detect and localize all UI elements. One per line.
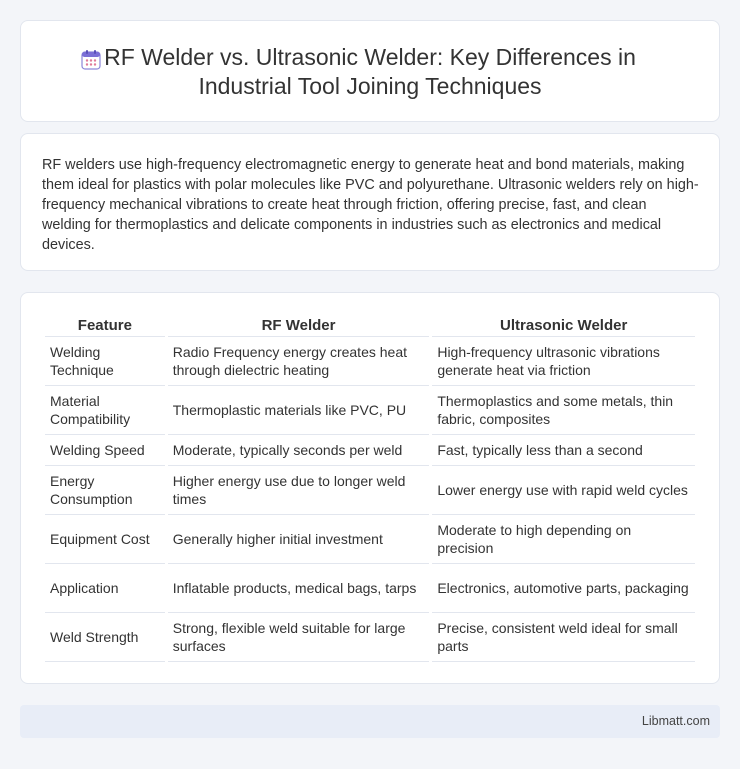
ultrasonic-welder-cell: Precise, consistent weld ideal for small parts [432, 613, 695, 662]
table-row [45, 466, 695, 515]
ultrasonic-welder-cell: Thermoplastics and some metals, thin fabric, composites [432, 386, 695, 435]
rf-welder-cell: Generally higher initial investment [168, 515, 430, 564]
ultrasonic-welder-cell: Electronics, automotive parts, packaging [432, 564, 695, 613]
feature-cell: Equipment Cost [45, 515, 165, 564]
feature-cell: Weld Strength [45, 613, 165, 662]
page-title-line-2: Industrial Tool Joining Techniques [198, 73, 542, 99]
rf-welder-cell: Inflatable products, medical bags, tarps [168, 564, 430, 613]
rf-welder-cell: Moderate, typically seconds per weld [168, 435, 430, 466]
rf-welder-cell: Higher energy use due to longer weld times [168, 466, 430, 515]
feature-cell: Welding Technique [45, 337, 165, 386]
table-header-row [45, 315, 695, 337]
header-ultrasonic-welder: Ultrasonic Welder [432, 315, 695, 337]
ultrasonic-welder-cell: High-frequency ultrasonic vibrations generate heat via friction [432, 337, 695, 386]
intro-card [20, 133, 720, 271]
table-row [45, 337, 695, 386]
footer-bar [20, 705, 720, 738]
ultrasonic-welder-cell: Fast, typically less than a second [432, 435, 695, 466]
page-title [21, 43, 719, 101]
feature-cell: Material Compatibility [45, 386, 165, 435]
ultrasonic-welder-cell: Lower energy use with rapid weld cycles [432, 466, 695, 515]
table-row [45, 515, 695, 564]
rf-welder-cell: Strong, flexible weld suitable for large surfaces [168, 613, 430, 662]
title-card [20, 20, 720, 122]
feature-cell: Application [45, 564, 165, 613]
ultrasonic-welder-cell: Moderate to high depending on precision [432, 515, 695, 564]
header-rf-welder: RF Welder [168, 315, 430, 337]
table-row [45, 613, 695, 662]
rf-welder-cell: Thermoplastic materials like PVC, PU [168, 386, 430, 435]
footer-site-link[interactable]: Libmatt.com [641, 714, 710, 728]
page-title-line-1: RF Welder vs. Ultrasonic Welder: Key Differences in [104, 44, 636, 70]
comparison-table [42, 315, 698, 662]
feature-cell: Energy Consumption [45, 466, 165, 515]
feature-cell: Welding Speed [45, 435, 165, 466]
table-row [45, 435, 695, 466]
header-feature: Feature [45, 315, 165, 337]
table-row [45, 386, 695, 435]
table-row [45, 564, 695, 613]
intro-paragraph: RF welders use high-frequency electromagnetic energy to generate heat and bond materials, making them ideal for plastics with polar molecules like PVC and polyurethane. Ultrasonic welders rely on high-frequency mechanical vibrations to create heat through friction, offering precise, fast, and clean welding for thermoplastics and delicate components in industries such as electronics and medical devices. [42, 157, 699, 253]
comparison-card [20, 292, 720, 684]
rf-welder-cell: Radio Frequency energy creates heat through dielectric heating [168, 337, 430, 386]
